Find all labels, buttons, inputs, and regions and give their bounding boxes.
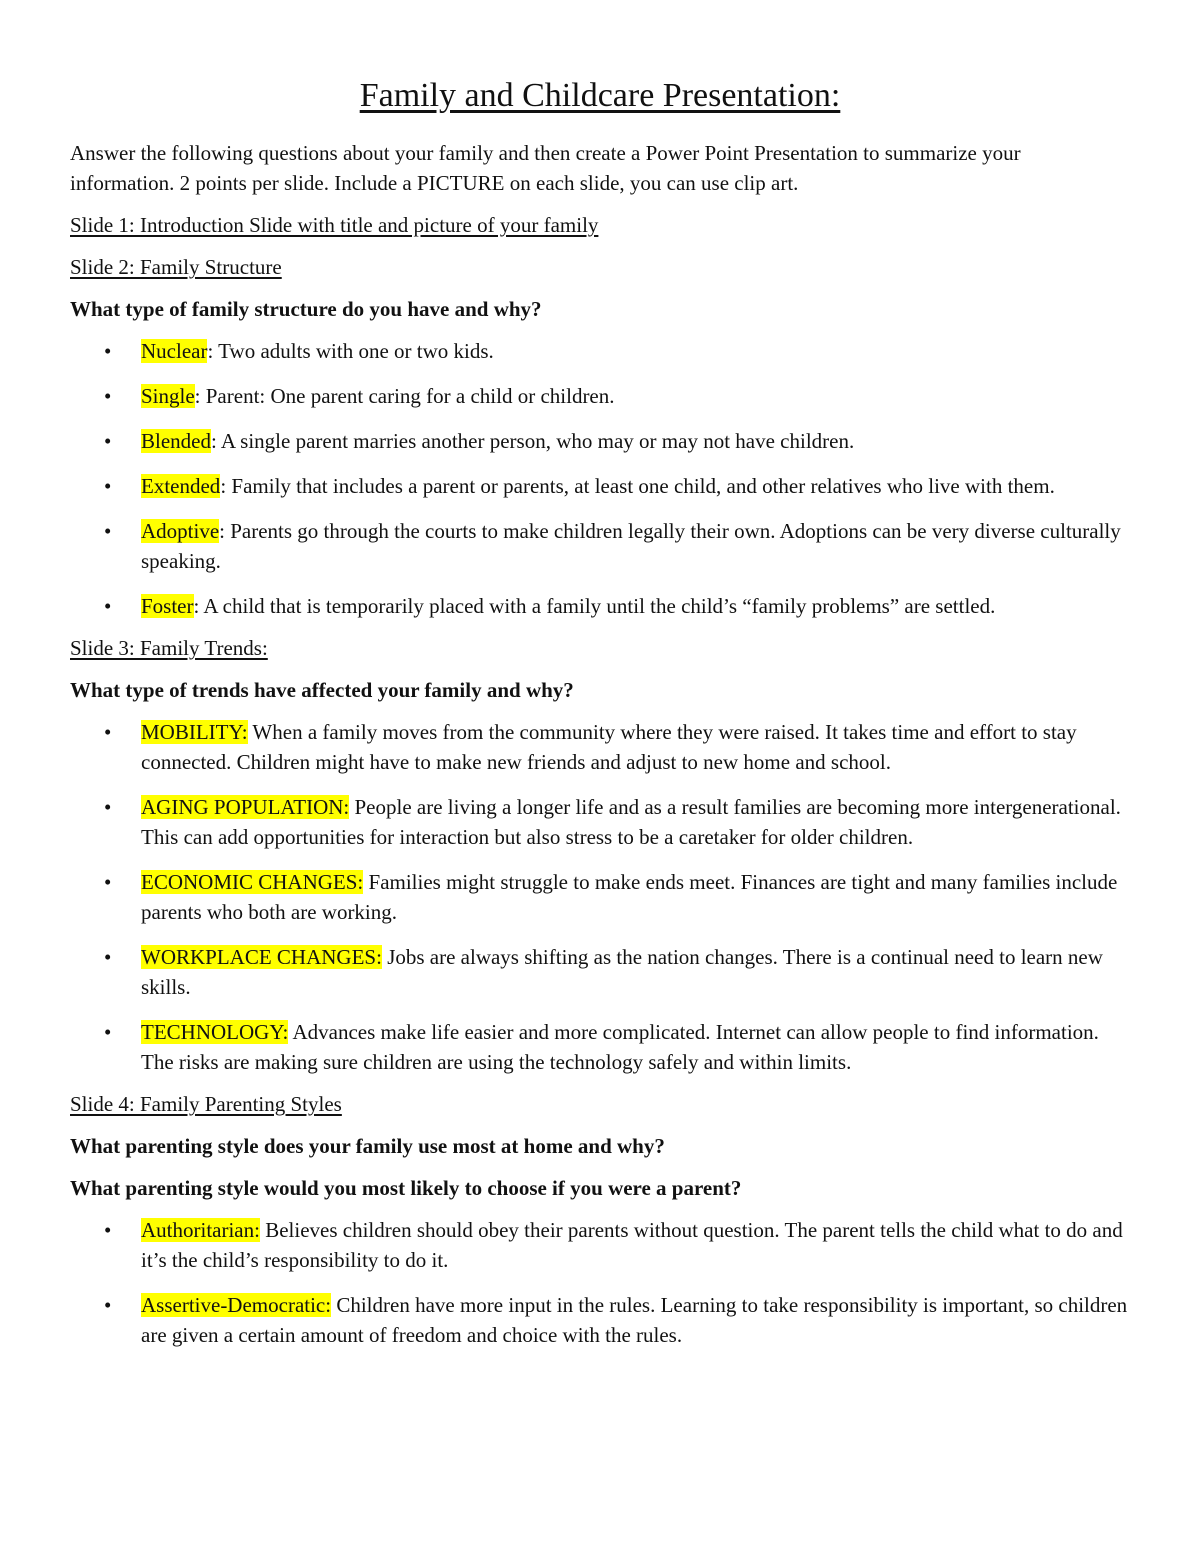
slide-4-question-2: What parenting style would you most likely to choose if you were a parent? [70,1176,742,1200]
document-page [70,74,1130,1365]
bullet-icon: • [104,474,112,498]
term-highlight: Single [141,384,195,408]
term-description: : Parents go through the courts to make children legally their own. Adoptions can be very diverse culturally speaking. [141,519,1121,573]
list-item [70,426,1130,456]
term-highlight: WORKPLACE CHANGES: [141,945,382,969]
bullet-icon: • [104,945,112,969]
term-highlight: ECONOMIC CHANGES: [141,870,364,894]
list-item [70,1017,1130,1077]
list-item [70,792,1130,852]
list-item [70,336,1130,366]
term-description: : A single parent marries another person, who may or may not have children. [210,429,855,453]
list-item [70,1215,1130,1275]
term-description: Jobs are always shifting as the nation changes. There is a continual need to learn new skills. [141,945,1103,999]
list-item [70,867,1130,927]
slide-1-heading: Slide 1: Introduction Slide with title and picture of your family [70,213,599,237]
parenting-styles-list [70,1215,1130,1350]
term-highlight: Nuclear [141,339,208,363]
bullet-icon: • [104,1293,112,1317]
bullet-icon: • [104,384,112,408]
term-description: : A child that is temporarily placed with a family until the child’s “family problems” are settled. [193,594,996,618]
bullet-icon: • [104,339,112,363]
term-description: When a family moves from the community where they were raised. It takes time and effort to stay connected. Children might have to make new friends and adjust to new home and school. [141,720,1077,774]
term-highlight: TECHNOLOGY: [141,1020,289,1044]
list-item [70,516,1130,576]
bullet-icon: • [104,429,112,453]
term-description: : Family that includes a parent or parents, at least one child, and other relatives who live with them. [220,474,1055,498]
list-item [70,942,1130,1002]
term-description: : Two adults with one or two kids. [207,339,494,363]
slide-3-heading: Slide 3: Family Trends: [70,636,268,660]
term-highlight: Authoritarian: [141,1218,260,1242]
term-highlight: Extended [141,474,221,498]
term-highlight: MOBILITY: [141,720,248,744]
term-description: Children have more input in the rules. Learning to take responsibility is important, so children are given a certain amount of freedom and choice with the rules. [141,1293,1128,1347]
term-description: Families might struggle to make ends meet. Finances are tight and many families include parents who both are working. [141,870,1118,924]
term-highlight: Adoptive [141,519,220,543]
term-highlight: Blended [141,429,211,453]
term-highlight: Assertive-Democratic: [141,1293,332,1317]
bullet-icon: • [104,594,112,618]
bullet-icon: • [104,870,112,894]
document-title: Family and Childcare Presentation: [359,77,841,114]
slide-2-heading: Slide 2: Family Structure [70,255,282,279]
slide-4-question-1: What parenting style does your family use most at home and why? [70,1134,665,1158]
term-highlight: AGING POPULATION: [141,795,350,819]
term-description: People are living a longer life and as a result families are becoming more intergenerational. This can add opportunities for interaction but also stress to be a caretaker for older children. [141,795,1121,849]
list-item [70,381,1130,411]
slide-4-heading: Slide 4: Family Parenting Styles [70,1092,342,1116]
bullet-icon: • [104,519,112,543]
slide-3-question: What type of trends have affected your family and why? [70,678,574,702]
slide-2-question: What type of family structure do you have and why? [70,297,542,321]
list-item [70,1290,1130,1350]
bullet-icon: • [104,1218,112,1242]
intro-paragraph: Answer the following questions about your family and then create a Power Point Presentation to summarize your information. 2 points per slide. Include a PICTURE on each slide, you can use clip art. [70,141,1021,195]
bullet-icon: • [104,1020,112,1044]
list-item [70,591,1130,621]
list-item [70,717,1130,777]
family-trends-list [70,717,1130,1077]
list-item [70,471,1130,501]
bullet-icon: • [104,720,112,744]
term-description: Believes children should obey their parents without question. The parent tells the child what to do and it’s the child’s responsibility to do it. [141,1218,1123,1272]
family-structure-list [70,336,1130,621]
term-description: Advances make life easier and more complicated. Internet can allow people to find information. The risks are making sure children are using the technology safely and within limits. [141,1020,1099,1074]
bullet-icon: • [104,795,112,819]
term-highlight: Foster [141,594,194,618]
term-description: : Parent: One parent caring for a child or children. [194,384,615,408]
